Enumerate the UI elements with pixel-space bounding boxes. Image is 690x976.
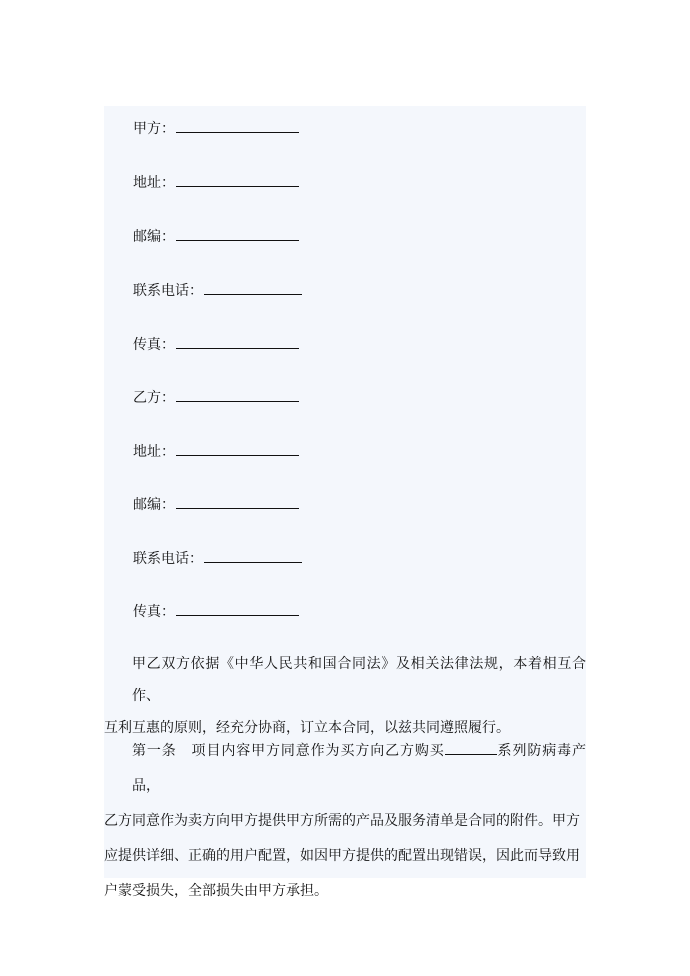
party-a-address-blank[interactable] bbox=[176, 172, 299, 187]
party-a-name-blank[interactable] bbox=[176, 118, 299, 133]
party-b-name-blank[interactable] bbox=[176, 387, 299, 402]
party-a-fax-field bbox=[133, 334, 299, 355]
party-b-postcode-label: 邮编： bbox=[133, 497, 175, 513]
article-1-line-1-end: 系列防病毒产品， bbox=[132, 743, 587, 794]
party-a-phone-label: 联系电话： bbox=[133, 283, 203, 299]
party-a-name-label: 甲方： bbox=[133, 121, 175, 137]
intro-line-2: 互利互惠的原则，经充分协商，订立本合同，以兹共同遵照履行。 bbox=[104, 720, 510, 736]
party-b-name-field bbox=[133, 387, 299, 408]
party-a-phone-field bbox=[133, 280, 302, 301]
party-b-phone-field bbox=[133, 548, 302, 569]
party-b-phone-blank[interactable] bbox=[204, 548, 302, 563]
article-1-line-1 bbox=[104, 734, 586, 804]
intro-paragraph bbox=[104, 648, 586, 744]
party-b-address-blank[interactable] bbox=[176, 441, 299, 456]
party-a-address-field bbox=[133, 172, 299, 193]
party-a-postcode-blank[interactable] bbox=[176, 226, 299, 241]
party-a-postcode-field bbox=[133, 226, 299, 247]
party-b-fax-field bbox=[133, 601, 299, 622]
party-b-postcode-field bbox=[133, 494, 299, 515]
party-b-phone-label: 联系电话： bbox=[133, 551, 203, 567]
party-b-name-label: 乙方： bbox=[133, 390, 175, 406]
party-a-postcode-label: 邮编： bbox=[133, 229, 175, 245]
party-a-phone-blank[interactable] bbox=[204, 280, 302, 295]
article-1-line-3: 应提供详细、正确的用户配置，如因甲方提供的配置出现错误，因此而导致用 bbox=[104, 848, 580, 864]
intro-line-1: 甲乙双方依据《中华人民共和国合同法》及相关法律法规，本着相互合作、 bbox=[132, 656, 586, 704]
party-b-address-field bbox=[133, 441, 299, 462]
party-b-fax-blank[interactable] bbox=[176, 601, 299, 616]
article-1-line-2: 乙方同意作为卖方向甲方提供甲方所需的产品及服务清单是合同的附件。甲方 bbox=[104, 813, 580, 829]
party-b-address-label: 地址： bbox=[133, 444, 175, 460]
party-a-address-label: 地址： bbox=[133, 175, 175, 191]
article-1-line-4: 户蒙受损失，全部损失由甲方承担。 bbox=[104, 883, 328, 899]
party-b-fax-label: 传真： bbox=[133, 604, 175, 620]
party-a-name-field bbox=[133, 118, 299, 139]
article-1-paragraph bbox=[104, 734, 586, 909]
party-a-fax-blank[interactable] bbox=[176, 334, 299, 349]
product-series-blank[interactable] bbox=[445, 740, 497, 755]
article-1-line-1-start: 第一条 项目内容甲方同意作为买方向乙方购买 bbox=[132, 743, 445, 759]
party-a-fax-label: 传真： bbox=[133, 337, 175, 353]
party-b-postcode-blank[interactable] bbox=[176, 494, 299, 509]
